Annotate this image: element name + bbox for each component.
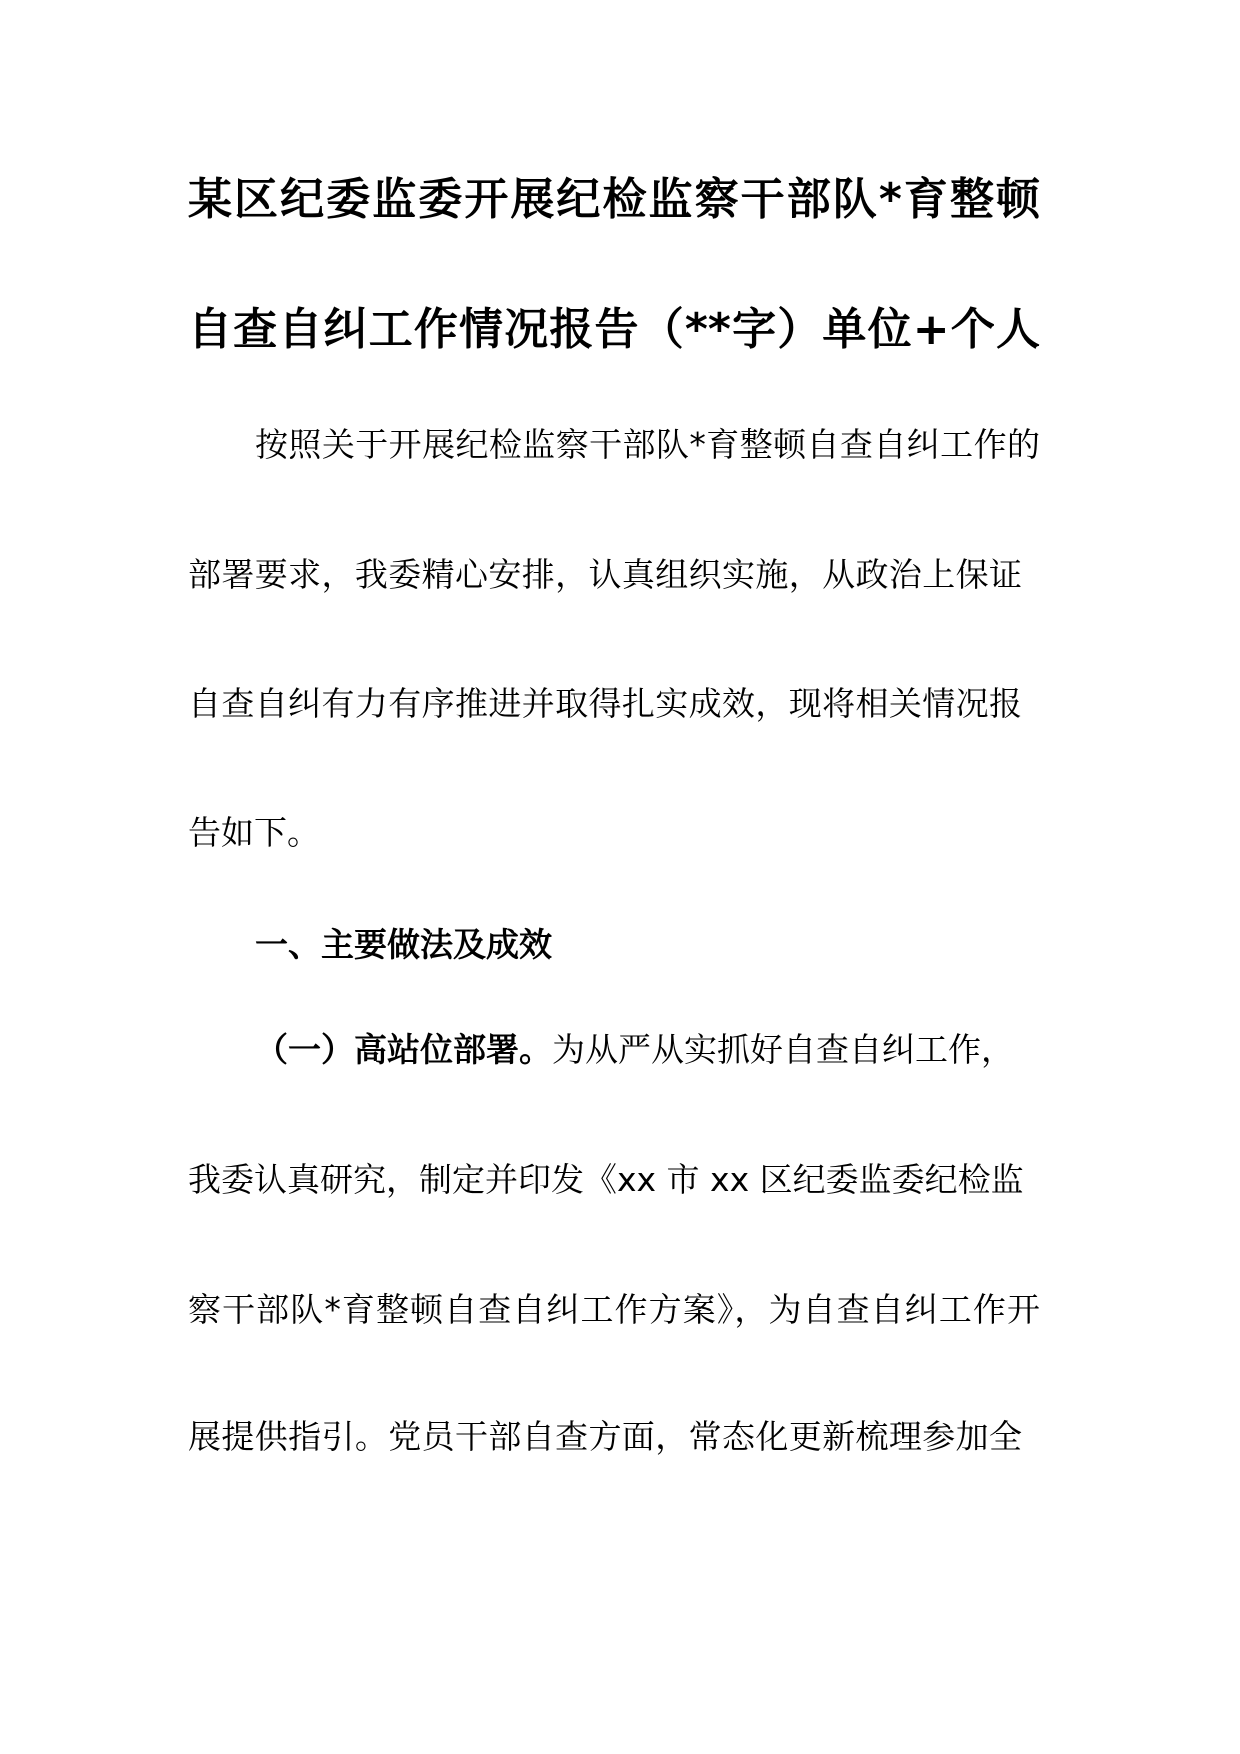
paragraph-line: 自查自纠有力有序推进并取得扎实成效，现将相关情况报 [188,684,1022,723]
title-line-1: 某区纪委监委开展纪检监察干部队*育整顿 [188,174,1040,225]
paragraph-line: 部署要求，我委精心安排，认真组织实施，从政治上保证 [188,555,1022,594]
section-heading: 一、主要做法及成效 [255,925,552,964]
paragraph-text: 为从严从实抓好自查自纠工作， [552,1030,1014,1069]
paragraph-line [255,1030,1040,1069]
title-line-2: 自查自纠工作情况报告（**字）单位+个人 [188,304,1040,355]
paragraph-line: 察干部队*育整顿自查自纠工作方案》，为自查自纠工作开 [188,1290,1040,1329]
paragraph-line: 我委认真研究，制定并印发《xx 市 xx 区纪委监委纪检监 [188,1160,1024,1199]
paragraph-line: 展提供指引。党员干部自查方面，常态化更新梳理参加全 [188,1417,1022,1456]
subsection-heading: （一）高站位部署。 [255,1030,552,1069]
paragraph-line: 按照关于开展纪检监察干部队*育整顿自查自纠工作的 [255,425,1040,464]
paragraph-line: 告如下。 [188,813,320,852]
